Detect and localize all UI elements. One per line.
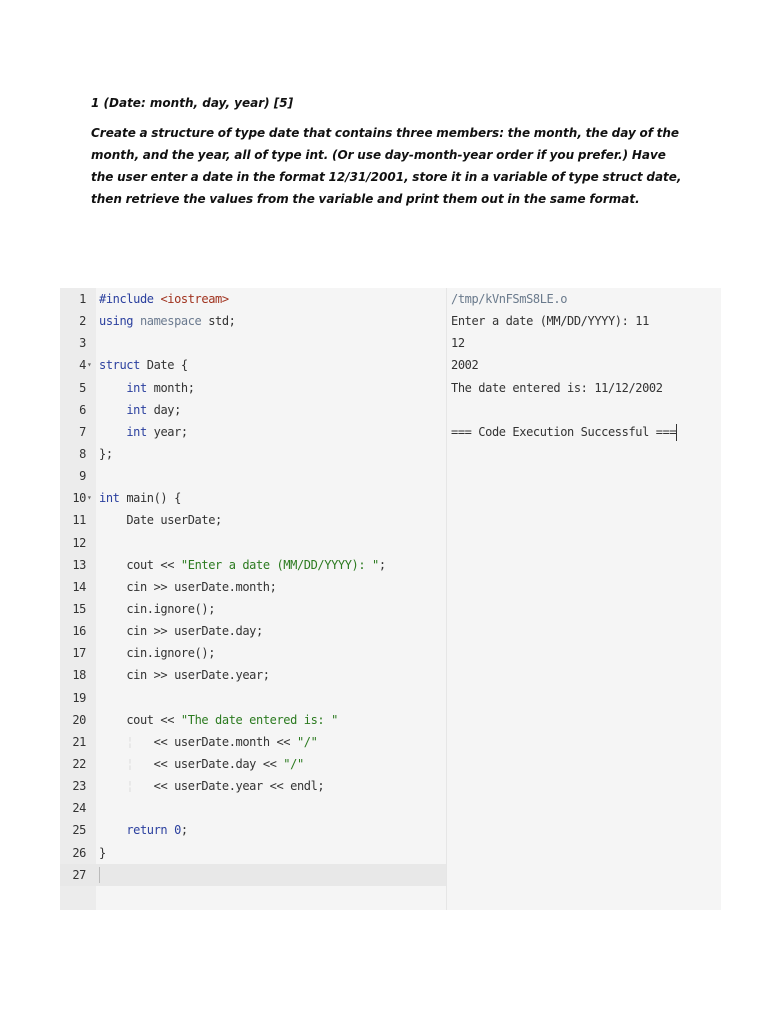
code-token: <iostream> xyxy=(160,292,229,306)
code-line-3 xyxy=(60,332,446,354)
code-token: cin >> userDate.day; xyxy=(126,624,263,639)
line-number: 1 xyxy=(79,292,86,306)
code-editor-screenshot xyxy=(60,288,721,910)
code-line-6 xyxy=(60,399,446,421)
line-number: 2 xyxy=(79,314,86,329)
question-text xyxy=(91,92,691,210)
output-line: 12 xyxy=(451,336,465,351)
line-number: 7 xyxy=(79,424,86,439)
code-token: return xyxy=(126,823,168,838)
line-number: 26 xyxy=(72,845,86,860)
output-line-status xyxy=(451,421,719,443)
output-line: Enter a date (MM/DD/YYYY): 11 xyxy=(451,314,649,329)
code-token: 0 xyxy=(174,823,181,838)
text-cursor xyxy=(99,867,100,883)
code-line-18 xyxy=(60,664,446,686)
code-line-12 xyxy=(60,532,446,554)
code-token: year; xyxy=(153,424,188,439)
code-token: "/" xyxy=(283,756,304,771)
line-number: 5 xyxy=(79,380,86,395)
fold-arrow-icon[interactable]: ▾ xyxy=(87,360,92,370)
code-token: struct xyxy=(99,358,140,373)
line-number: 16 xyxy=(72,624,86,639)
line-number: 14 xyxy=(72,579,86,594)
output-console[interactable] xyxy=(451,288,719,443)
line-number: 13 xyxy=(72,557,86,572)
code-token: #include xyxy=(99,292,154,306)
question-body: Create a structure of type date that contains three members: the month, the day of the month, and the year, all of type int. (Or use day-month-year order if you prefer.) Have the user enter a date in the format 12/31/2001, store it in a variable of type struct date, then retrieve the values from the variable and print them out in the same format. xyxy=(91,126,682,206)
code-line-1 xyxy=(60,288,446,310)
code-token: cin >> userDate.year; xyxy=(126,668,270,683)
code-line-25 xyxy=(60,819,446,841)
code-token: cin.ignore(); xyxy=(126,601,216,616)
line-number: 19 xyxy=(72,690,86,705)
code-token: Date { xyxy=(146,358,188,373)
code-token: std; xyxy=(208,314,236,329)
code-line-9 xyxy=(60,465,446,487)
line-number: 23 xyxy=(72,779,86,794)
code-token: << userDate.month << xyxy=(153,734,291,749)
line-number: 9 xyxy=(79,469,86,484)
code-line-8 xyxy=(60,443,446,465)
output-line: 2002 xyxy=(451,358,479,373)
code-token: cin >> userDate.month; xyxy=(126,579,277,594)
output-line xyxy=(451,399,719,421)
code-token: << userDate.day << xyxy=(153,756,277,771)
code-token: }; xyxy=(99,446,113,461)
code-line-13 xyxy=(60,554,446,576)
line-number: 20 xyxy=(72,712,86,727)
line-number: 12 xyxy=(72,535,86,550)
code-token: "Enter a date (MM/DD/YYYY): " xyxy=(180,557,379,572)
code-token: int xyxy=(99,491,120,506)
code-token: Date userDate; xyxy=(126,513,222,528)
line-number: 21 xyxy=(72,734,86,749)
code-line-20 xyxy=(60,709,446,731)
code-token: int xyxy=(126,380,147,395)
output-line: The date entered is: 11/12/2002 xyxy=(451,380,663,395)
code-line-23: 23 ¦ << userDate.year << endl; xyxy=(60,775,446,797)
code-line-2 xyxy=(60,310,446,332)
line-number: 22 xyxy=(72,756,86,771)
line-number: 11 xyxy=(72,513,86,528)
code-line-11 xyxy=(60,509,446,531)
code-token: namespace xyxy=(139,314,202,329)
code-token: "/" xyxy=(296,734,318,749)
code-token: << userDate.year << endl; xyxy=(153,779,325,794)
code-line-19 xyxy=(60,687,446,709)
code-token: cout << xyxy=(126,557,175,572)
code-line-7 xyxy=(60,421,446,443)
code-token: int xyxy=(126,402,147,417)
code-token: main() { xyxy=(126,491,181,506)
code-token: cout << xyxy=(126,712,175,727)
code-token: ; xyxy=(378,557,386,572)
code-token: int xyxy=(126,424,147,439)
code-line-24 xyxy=(60,797,446,819)
code-line-26 xyxy=(60,842,446,864)
question-title: 1 (Date: month, day, year) [5] xyxy=(91,96,294,110)
code-line-17 xyxy=(60,642,446,664)
line-number: 15 xyxy=(72,601,86,616)
line-number: 8 xyxy=(79,446,86,461)
code-editor[interactable] xyxy=(60,288,447,910)
code-token: using xyxy=(99,314,134,329)
code-line-22: 22 ¦ << userDate.day << "/" xyxy=(60,753,446,775)
code-token: month; xyxy=(153,380,195,395)
output-status-text: === Code Execution Successful === xyxy=(451,424,677,439)
code-token: } xyxy=(99,845,106,860)
code-token: day; xyxy=(153,402,181,417)
code-area[interactable] xyxy=(60,288,446,886)
line-number: 6 xyxy=(79,402,86,417)
line-number: 4 xyxy=(79,358,86,373)
output-line: /tmp/kVnFSmS8LE.o xyxy=(451,292,568,306)
code-line-4 xyxy=(60,354,446,376)
line-number: 24 xyxy=(72,801,86,816)
line-number: 27 xyxy=(72,867,86,882)
code-line-15 xyxy=(60,598,446,620)
code-token: ; xyxy=(180,823,188,838)
code-line-21: 21 ¦ << userDate.month << "/" xyxy=(60,731,446,753)
code-line-10 xyxy=(60,487,446,509)
fold-arrow-icon[interactable]: ▾ xyxy=(87,493,92,503)
line-number: 10 xyxy=(72,491,86,506)
line-number: 17 xyxy=(72,646,86,661)
code-line-5 xyxy=(60,377,446,399)
line-number: 18 xyxy=(72,668,86,683)
line-number: 3 xyxy=(79,336,86,351)
code-line-14 xyxy=(60,576,446,598)
code-token: cin.ignore(); xyxy=(126,646,216,661)
code-line-27[interactable] xyxy=(60,864,446,886)
line-number: 25 xyxy=(72,823,86,838)
code-line-16 xyxy=(60,620,446,642)
text-cursor xyxy=(676,424,677,441)
code-token: "The date entered is: " xyxy=(180,712,338,727)
